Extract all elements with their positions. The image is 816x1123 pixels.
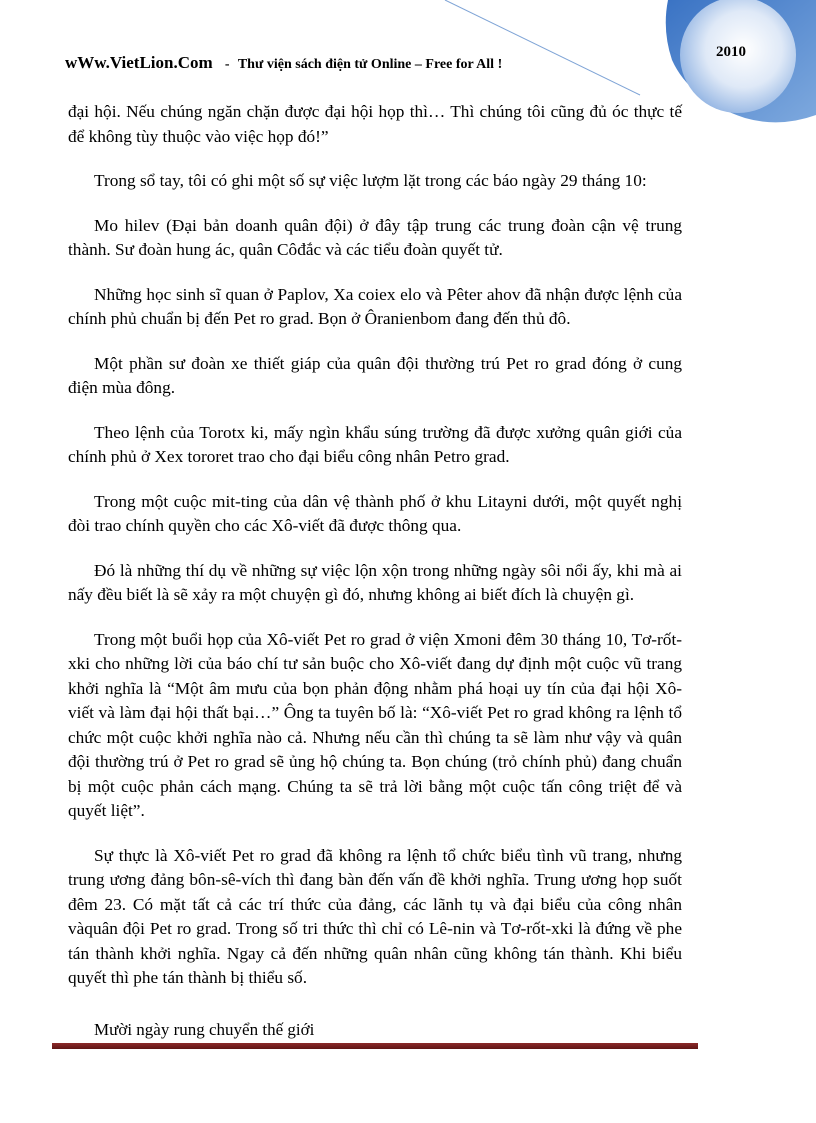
paragraph: Sự thực là Xô-viết Pet ro grad đã không ra lệnh tổ chức biểu tình vũ trang, nhưng trung ương đảng bôn-sê-vích thì đang bàn đến vấn đề khởi nghĩa. Trung ương họp suốt đêm 23. Có mặt tất cả các trí thức của đảng, các lãnh tụ và đại biểu của công nhân vàquân đội Pet ro grad. Trong số tri thức thì chỉ có Lê-nin và Tơ-rốt-xki là đứng về phe tán thành khởi nghĩa. Ngay cả đến những quân nhân cũng không tán thành. Khi biểu quyết thì phe tán thành bị thiểu số.	[68, 845, 682, 987]
site-tagline: Thư viện sách điện tử Online – Free for All !	[237, 57, 503, 72]
page-body	[68, 100, 682, 1011]
paragraph: Mo hilev (Đại bản doanh quân đội) ở đây tập trung các trung đoàn cận vệ trung thành. Sư đoàn hung ác, quân Côđắc và các tiểu đoàn quyết tử.	[68, 215, 682, 259]
paragraph: đại hội. Nếu chúng ngăn chặn được đại hội họp thì… Thì chúng tôi cũng đủ óc thực tế để không tùy thuộc vào việc họp đó!”	[68, 102, 682, 146]
year-badge: 2010	[716, 44, 746, 60]
header-separator: -	[224, 57, 230, 72]
paragraph: Theo lệnh của Torotx ki, mấy ngìn khẩu súng trường đã được xưởng quân giới của chính phủ ở Xex tororet trao cho đại biểu công nhân Petro grad.	[68, 422, 682, 466]
paragraph: Những học sinh sĩ quan ở Paplov, Xa coiex elo và Pêter ahov đã nhận được lệnh của chính phủ chuẩn bị đến Pet ro grad. Bọn ở Ôranienbom đang đến thủ đô.	[68, 284, 682, 328]
paragraph: Một phần sư đoàn xe thiết giáp của quân đội thường trú Pet ro grad đóng ở cung điện mùa đông.	[68, 353, 682, 397]
footer-book-title: Mười ngày rung chuyển thế giới	[94, 1020, 315, 1039]
page-header	[0, 0, 816, 95]
paragraph: Trong sổ tay, tôi có ghi một số sự việc lượm lặt trong các báo ngày 29 tháng 10:	[94, 171, 647, 190]
site-name[interactable]: wWw.VietLion.Com	[65, 53, 213, 72]
paragraph: Đó là những thí dụ về những sự việc lộn xộn trong những ngày sôi nổi ấy, khi mà ai nấy đều biết là sẽ xảy ra một chuyện gì đó, nhưng không ai biết đích là chuyện gì.	[68, 560, 682, 604]
paragraph: Trong một cuộc mit-ting của dân vệ thành phố ở khu Litayni dưới, một quyết nghị đòi trao chính quyền cho các Xô-viết đã được thông qua.	[68, 491, 682, 535]
footer-rule	[52, 1043, 698, 1049]
paragraph: Trong một buổi họp của Xô-viết Pet ro grad ở viện Xmoni đêm 30 tháng 10, Tơ-rốt-xki cho những lời của báo chí tư sản buộc cho Xô-viết đang dự định một cuộc vũ trang khởi nghĩa là “Một âm mưu của bọn phản động nhằm phá hoại uy tín của đại hội Xô-viết và làm đại hội thất bại…” Ông ta tuyên bố là: “Xô-viết Pet ro grad không ra lệnh tổ chức một cuộc khởi nghĩa nào cả. Nhưng nếu cần thì chúng ta sẽ làm như vậy và quân đội thường trú ở Pet ro grad sẽ ủng hộ chúng ta. Bọn chúng (trỏ chính phủ) đang chuẩn bị một cuộc phản cách mạng. Chúng ta sẽ trả lời bằng một cuộc tấn công triệt để và quyết liệt”.	[68, 629, 682, 820]
site-header-line	[65, 53, 502, 73]
